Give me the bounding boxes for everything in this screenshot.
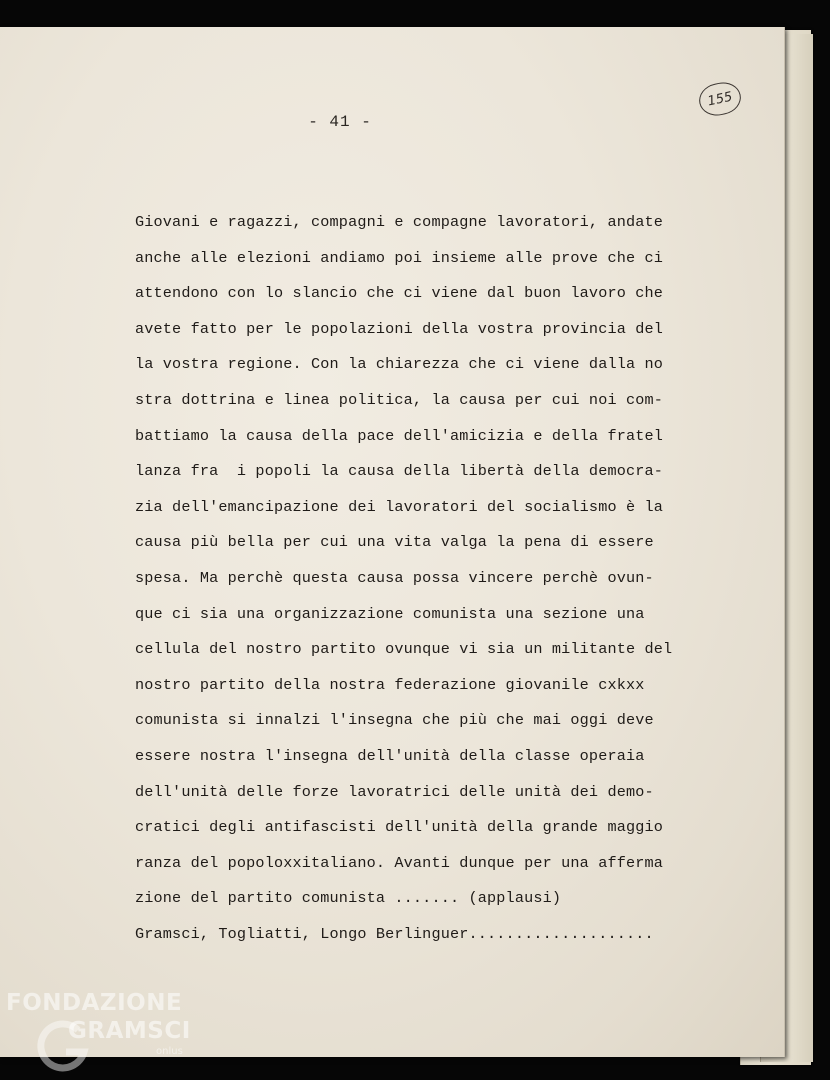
text-line: dell'unità delle forze lavoratrici delle unità dei demo- <box>135 782 654 801</box>
typed-text-body <box>135 205 695 952</box>
text-line: comunista si innalzi l'insegna che più che mai oggi deve <box>135 711 654 730</box>
text-line: Giovani e ragazzi, compagni e compagne lavoratori, andate <box>135 213 664 231</box>
page-number: - 41 - <box>308 113 372 131</box>
text-line: essere nostra l'insegna dell'unità della classe operaia <box>135 746 645 765</box>
watermark-line-3: onlus <box>156 1046 183 1057</box>
text-line: ranza del popoloxxitaliano. Avanti dunque per una afferma <box>135 853 664 872</box>
archive-number-mark <box>696 79 744 119</box>
text-line: nostro partito della nostra federazione giovanile cxkxx <box>135 675 645 694</box>
watermark-line-1: FONDAZIONE <box>6 990 183 1016</box>
document-page <box>0 27 785 1057</box>
text-line: la vostra regione. Con la chiarezza che ci viene dalla no <box>135 355 664 374</box>
text-line: cellula del nostro partito ovunque vi sia un militante del <box>135 640 673 659</box>
text-line: zia dell'emancipazione dei lavoratori del socialismo è la <box>135 497 664 516</box>
text-line: attendono con lo slancio che ci viene dal buon lavoro che <box>135 284 664 303</box>
text-line: zione del partito comunista ....... (applausi) <box>135 889 562 908</box>
text-line: cratici degli antifascisti dell'unità della grande maggio <box>135 818 664 837</box>
text-line: anche alle elezioni andiamo poi insieme alle prove che ci <box>135 248 664 267</box>
text-line: causa più bella per cui una vita valga la pena di essere <box>135 533 654 552</box>
watermark-line-2: GRAMSCI <box>68 1018 191 1044</box>
text-line: avete fatto per le popolazioni della vostra provincia del <box>135 319 664 338</box>
text-line: spesa. Ma perchè questa causa possa vincere perchè ovun- <box>135 568 654 587</box>
text-line: lanza fra i popoli la causa della libertà della democra- <box>135 462 664 481</box>
archive-number: 155 <box>706 89 734 109</box>
text-line: Gramsci, Togliatti, Longo Berlinguer.................... <box>135 924 654 943</box>
text-line: battiamo la causa della pace dell'amicizia e della fratel <box>135 426 664 445</box>
text-line: que ci sia una organizzazione comunista una sezione una <box>135 604 645 623</box>
text-line: stra dottrina e linea politica, la causa per cui noi com- <box>135 390 664 409</box>
